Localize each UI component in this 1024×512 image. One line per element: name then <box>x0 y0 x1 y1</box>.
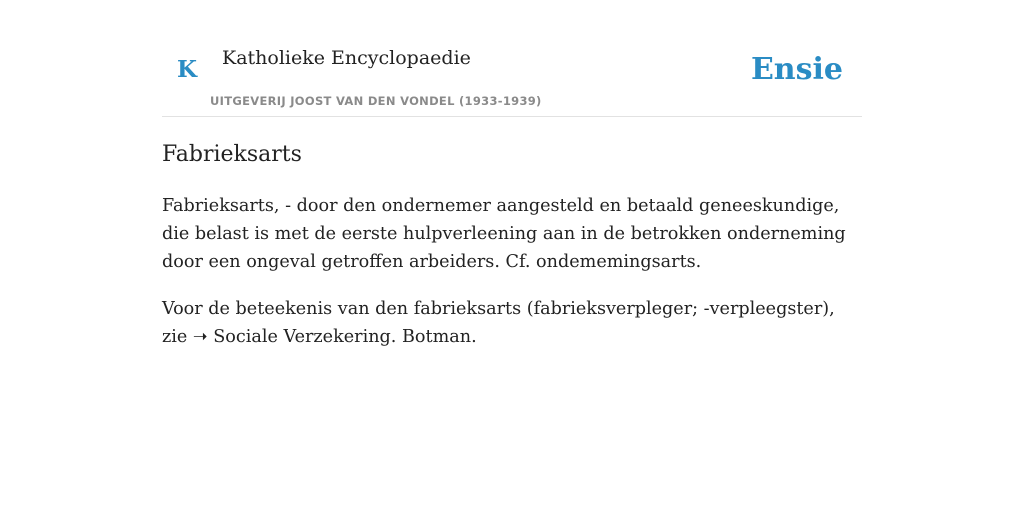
paragraph-2-tail: . Botman. <box>390 327 477 347</box>
publisher-subtitle: UITGEVERIJ JOOST VAN DEN VONDEL (1933-1939) <box>210 94 542 108</box>
paragraph-2-text: Voor de beteekenis van den fabrieksarts (fabrieksverpleger; -verpleegster), zie <box>162 299 835 347</box>
article-title: Fabrieksarts <box>162 142 302 167</box>
article <box>162 140 862 351</box>
cross-reference-link[interactable]: ➝ Sociale Verzekering <box>192 327 391 347</box>
site-header <box>162 36 862 117</box>
site-title[interactable]: Katholieke Encyclopaedie <box>222 47 471 69</box>
logo-k-icon[interactable]: K <box>177 56 197 83</box>
article-paragraph-2 <box>162 295 862 351</box>
ensie-brand-link[interactable]: Ensie <box>750 52 843 87</box>
article-paragraph-1: Fabrieksarts, - door den ondernemer aangesteld en betaald geneeskundige, die belast is met de eerste hulpverleening aan in de betrokken onderneming door een ongeval getroffen arbeiders. Cf. ondememingsarts. <box>162 196 846 272</box>
